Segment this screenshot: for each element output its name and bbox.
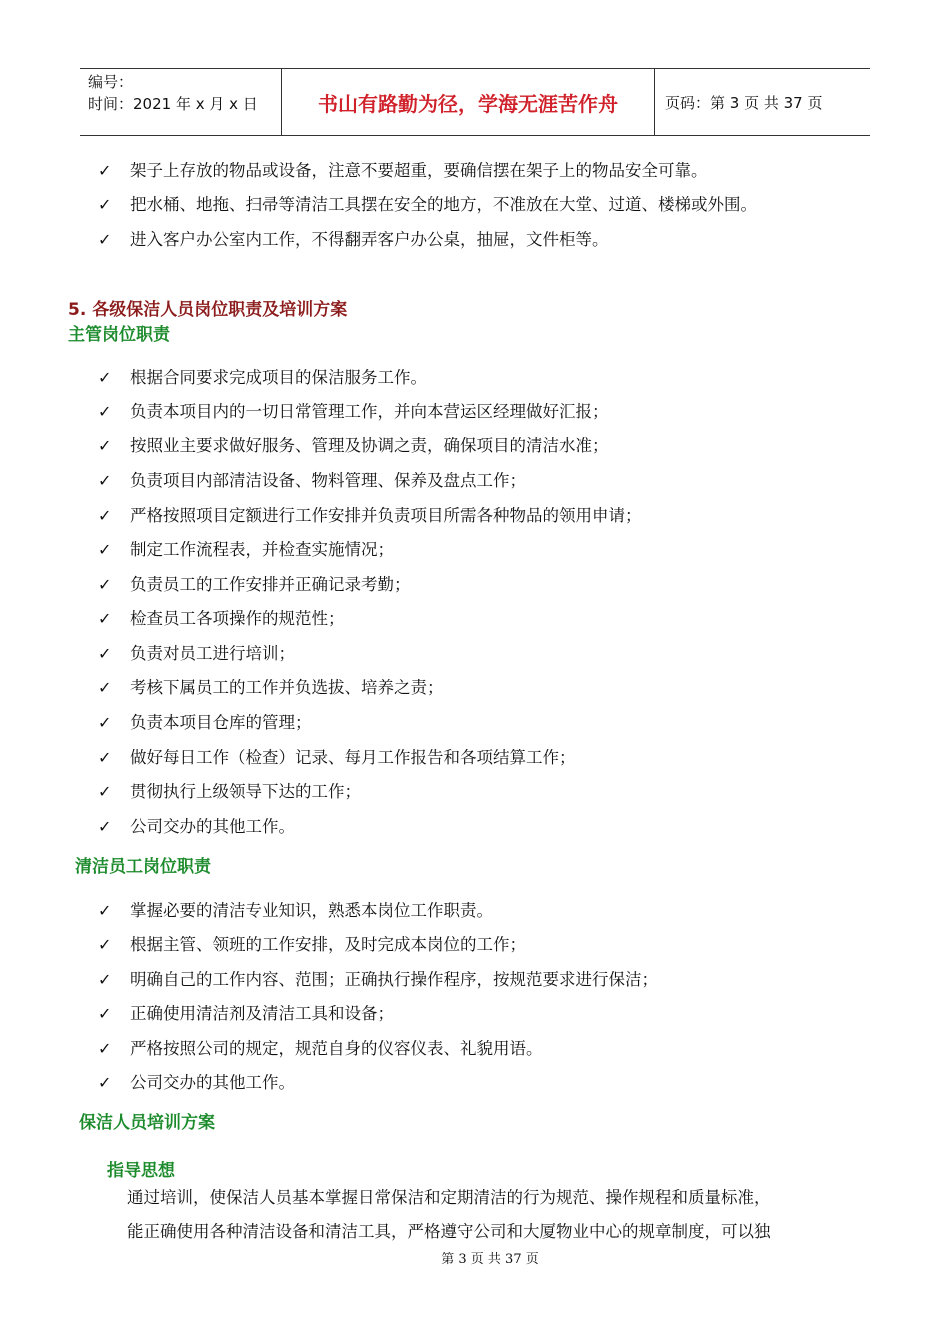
check-icon: ✓ [98, 609, 112, 628]
check-icon: ✓ [98, 1039, 112, 1058]
check-icon: ✓ [98, 1073, 112, 1092]
list-item: ✓ 严格按照公司的规定，规范自身的仪容仪表、礼貌用语。 [98, 1039, 543, 1058]
check-icon: ✓ [98, 402, 112, 421]
check-icon: ✓ [98, 506, 112, 525]
list-item: ✓ 负责对员工进行培训； [98, 644, 295, 663]
staff-title: 清洁员工岗位职责 [75, 857, 211, 877]
list-item: ✓ 公司交办的其他工作。 [98, 817, 295, 836]
page-footer: 第 3 页 共 37 页 [441, 1252, 539, 1267]
check-icon: ✓ [98, 713, 112, 732]
supervisor-title: 主管岗位职责 [68, 325, 170, 345]
list-item: ✓ 检查员工各项操作的规范性； [98, 609, 345, 628]
check-icon: ✓ [98, 678, 112, 697]
list-item: ✓ 进入客户办公室内工作，不得翻弄客户办公桌，抽屉，文件柜等。 [98, 230, 609, 249]
list-item: ✓ 架子上存放的物品或设备，注意不要超重，要确信摆在架子上的物品安全可靠。 [98, 161, 708, 180]
section-title: 5. 各级保洁人员岗位职责及培训方案 [68, 300, 348, 320]
check-icon: ✓ [98, 970, 112, 989]
check-icon: ✓ [98, 161, 112, 180]
list-item: ✓ 负责项目内部清洁设备、物料管理、保养及盘点工作； [98, 471, 526, 490]
check-icon: ✓ [98, 540, 112, 559]
training-title: 保洁人员培训方案 [79, 1113, 215, 1133]
check-icon: ✓ [98, 368, 112, 387]
paragraph-line: 能正确使用各种清洁设备和清洁工具，严格遵守公司和大厦物业中心的规章制度，可以独 [127, 1222, 771, 1241]
page-header [80, 68, 870, 136]
check-icon: ✓ [98, 575, 112, 594]
list-item: ✓ 贯彻执行上级领导下达的工作； [98, 782, 361, 801]
check-icon: ✓ [98, 935, 112, 954]
list-item: ✓ 制定工作流程表，并检查实施情况； [98, 540, 394, 559]
list-item: ✓ 正确使用清洁剂及清洁工具和设备； [98, 1004, 394, 1023]
check-icon: ✓ [98, 817, 112, 836]
list-item: ✓ 掌握必要的清洁专业知识，熟悉本岗位工作职责。 [98, 901, 493, 920]
list-item: ✓ 负责本项目内的一切日常管理工作，并向本营运区经理做好汇报； [98, 402, 609, 421]
list-item: ✓ 公司交办的其他工作。 [98, 1073, 295, 1092]
list-item: ✓ 负责员工的工作安排并正确记录考勤； [98, 575, 411, 594]
list-item: ✓ 严格按照项目定额进行工作安排并负责项目所需各种物品的领用申请； [98, 506, 642, 525]
header-meta [80, 69, 282, 135]
check-icon: ✓ [98, 1004, 112, 1023]
list-item: ✓ 做好每日工作（检查）记录、每月工作报告和各项结算工作； [98, 748, 576, 767]
header-page-number: 页码：第 3 页 共 37 页 [665, 93, 823, 112]
list-item: ✓ 负责本项目仓库的管理； [98, 713, 312, 732]
list-item: ✓ 明确自己的工作内容、范围；正确执行操作程序，按规范要求进行保洁； [98, 970, 658, 989]
check-icon: ✓ [98, 644, 112, 663]
guiding-title: 指导思想 [107, 1161, 175, 1181]
header-number: 编号： [88, 73, 134, 91]
list-item: ✓ 按照业主要求做好服务、管理及协调之责，确保项目的清洁水准； [98, 436, 609, 455]
check-icon: ✓ [98, 901, 112, 920]
header-date: 时间：2021 年 x 月 x 日 [88, 95, 258, 113]
check-icon: ✓ [98, 748, 112, 767]
check-icon: ✓ [98, 782, 112, 801]
check-icon: ✓ [98, 471, 112, 490]
paragraph-line: 通过培训，使保洁人员基本掌握日常保洁和定期清洁的行为规范、操作规程和质量标准， [127, 1188, 771, 1207]
list-item: ✓ 考核下属员工的工作并负选拔、培养之责； [98, 678, 444, 697]
check-icon: ✓ [98, 230, 112, 249]
list-item: ✓ 把水桶、地拖、扫帚等清洁工具摆在安全的地方，不准放在大堂、过道、楼梯或外围。 [98, 195, 757, 214]
header-motto: 书山有路勤为径，学海无涯苦作舟 [282, 69, 655, 135]
list-item: ✓ 根据合同要求完成项目的保洁服务工作。 [98, 368, 427, 387]
list-item: ✓ 根据主管、领班的工作安排，及时完成本岗位的工作； [98, 935, 526, 954]
check-icon: ✓ [98, 436, 112, 455]
check-icon: ✓ [98, 195, 112, 214]
